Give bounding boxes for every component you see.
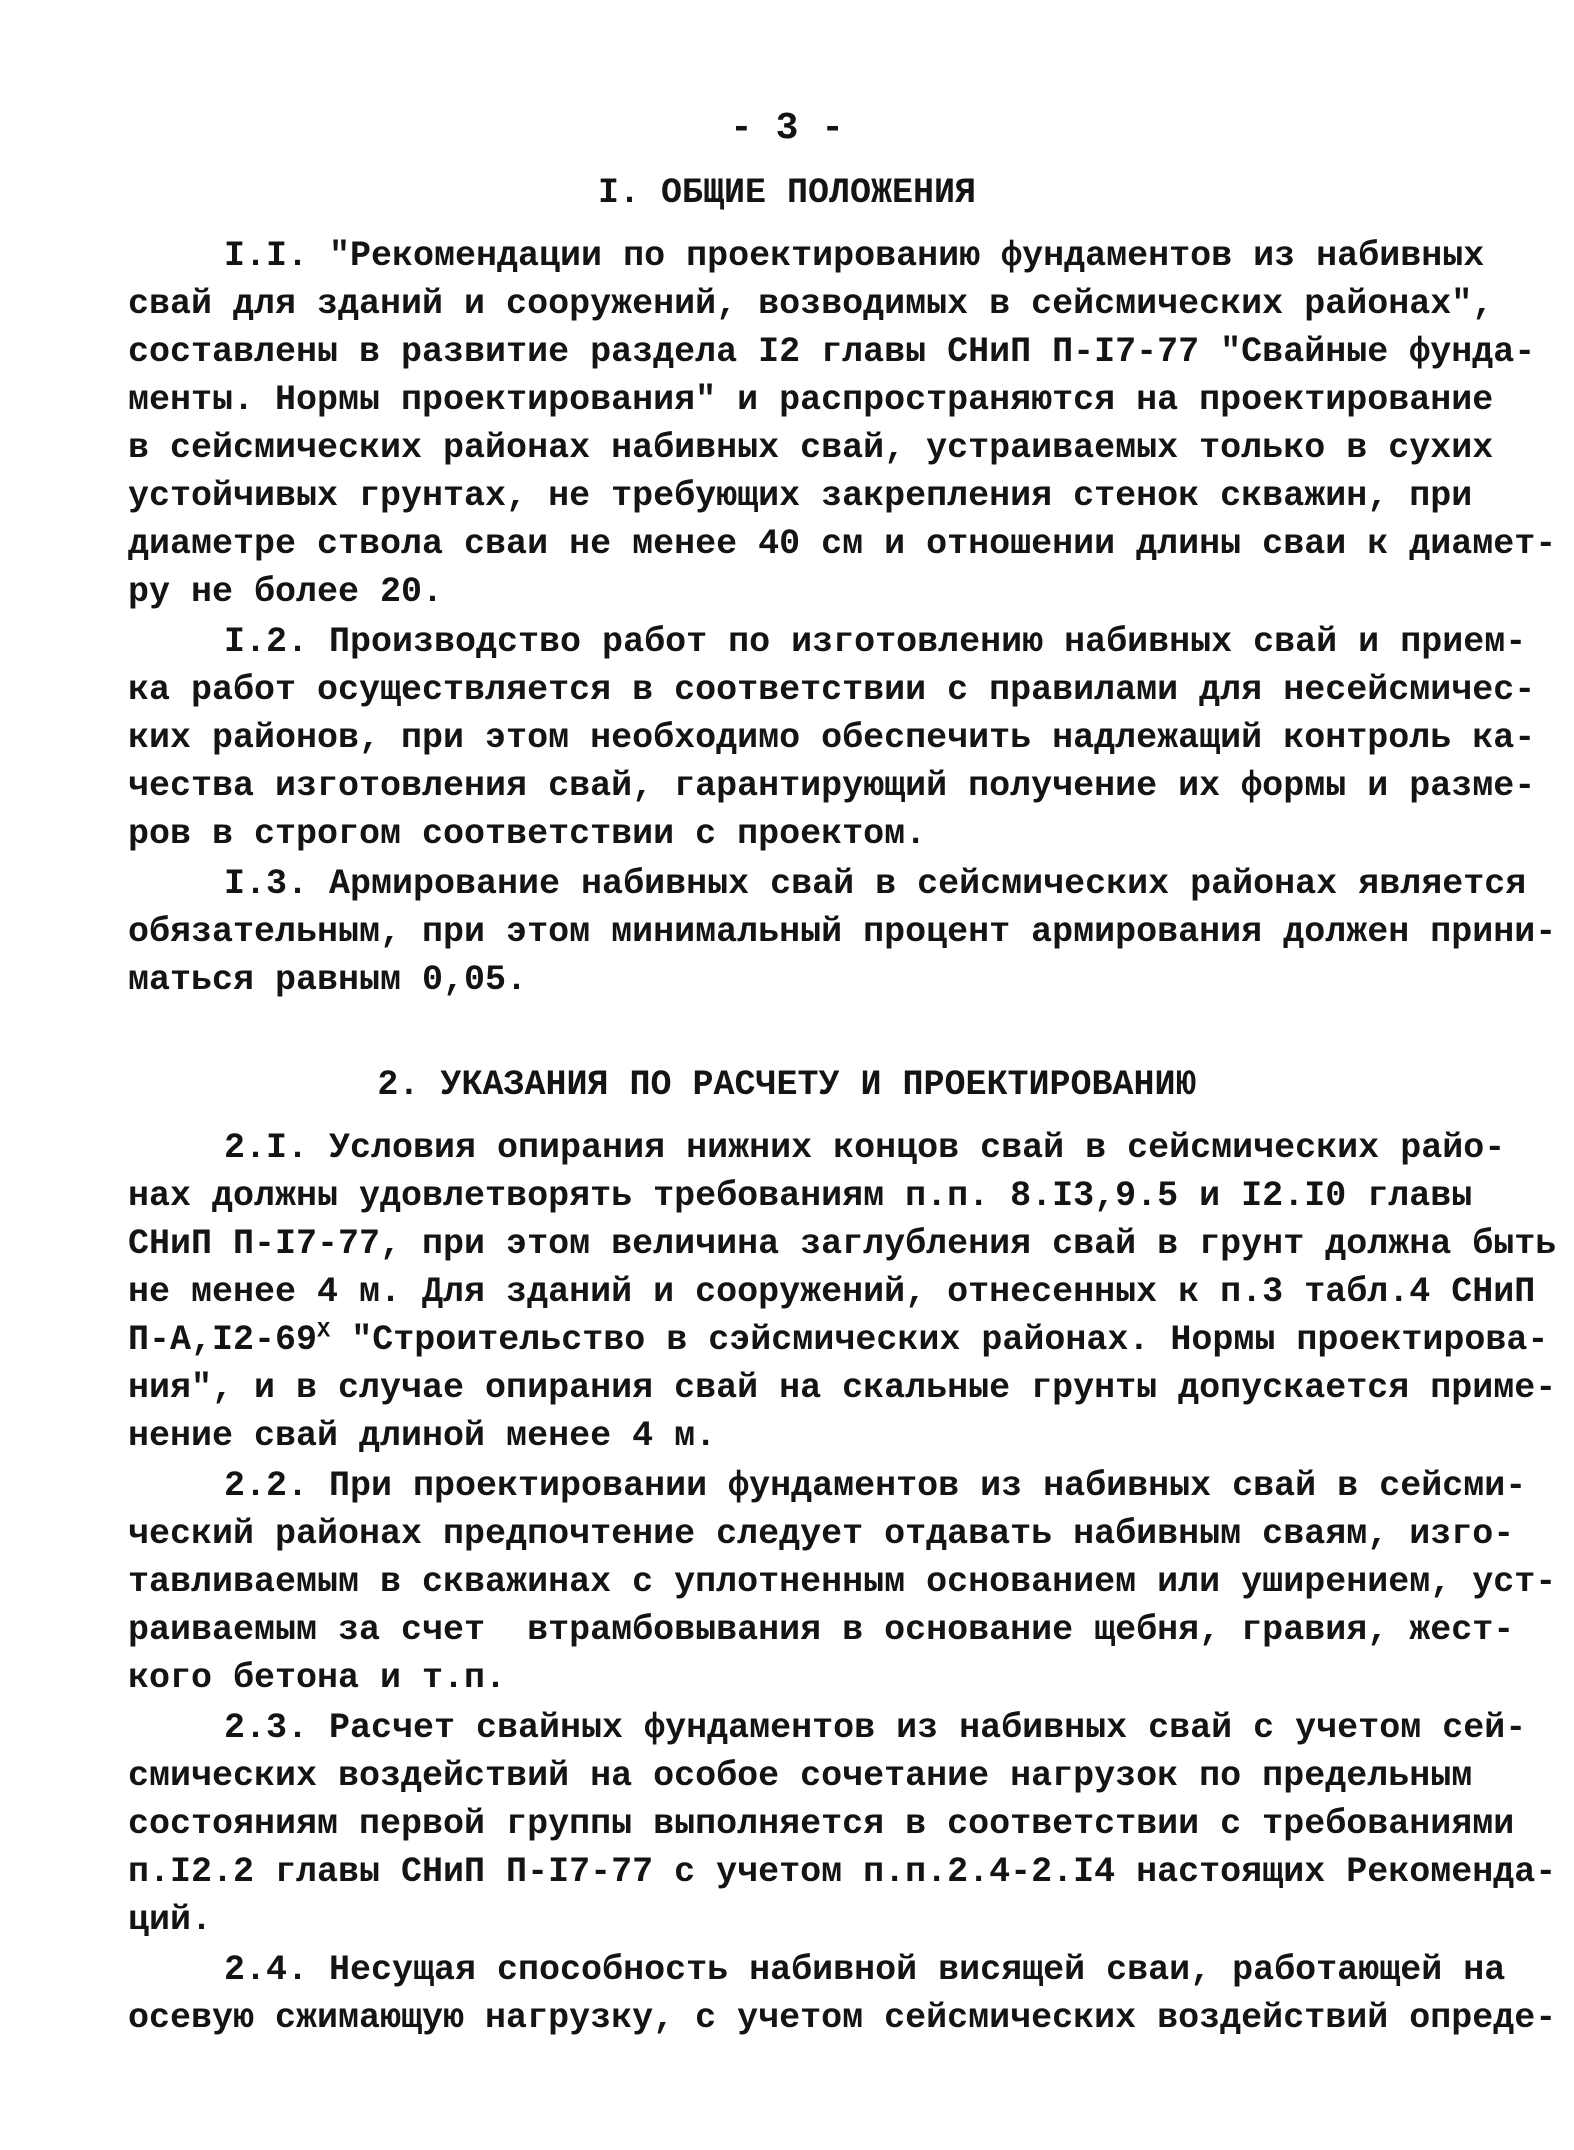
text-line: 2.2. При проектировании фундаментов из набивных свай в сейсми-	[224, 1466, 1527, 1506]
text-line: ния", и в случае опирания свай на скальные грунты допускается приме-	[128, 1368, 1557, 1408]
text-line: обязательным, при этом минимальный процент армирования должен прини-	[128, 912, 1557, 952]
text-line: ру не более 20.	[128, 572, 444, 612]
text-line: 2.I. Условия опирания нижних концов свай в сейсмических райо-	[224, 1128, 1506, 1168]
text-line: тавливаемым в скважинах с уплотненным основанием или уширением, уст-	[128, 1562, 1557, 1602]
text-line: составлены в развитие раздела I2 главы СНиП П-I7-77 "Свайные фунда-	[128, 332, 1536, 372]
section-2-heading: 2. УКАЗАНИЯ ПО РАСЧЕТУ И ПРОЕКТИРОВАНИЮ	[377, 1065, 1197, 1105]
paragraph-1-3	[128, 860, 1557, 1004]
text-line: менты. Нормы проектирования" и распространяются на проектирование	[128, 380, 1494, 420]
text-line: I.I. "Рекомендации по проектированию фундаментов из набивных	[224, 236, 1485, 276]
paragraph-2-1	[128, 1124, 1557, 1460]
text-line: чества изготовления свай, гарантирующий получение их формы и разме-	[128, 766, 1536, 806]
text-line: нение свай длиной менее 4 м.	[128, 1416, 717, 1456]
paragraph-2-2	[128, 1462, 1557, 1702]
text-line: п.I2.2 главы СНиП П-I7-77 с учетом п.п.2.4-2.I4 настоящих Рекоменда-	[128, 1852, 1557, 1892]
text-line: устойчивых грунтах, не требующих закрепления стенок скважин, при	[128, 476, 1473, 516]
text-line: ций.	[128, 1900, 213, 1940]
text-fragment: П-А,I2-69	[128, 1320, 318, 1360]
text-line: не менее 4 м. Для зданий и сооружений, отнесенных к п.3 табл.4 СНиП	[128, 1272, 1536, 1312]
text-line: СНиП П-I7-77, при этом величина заглубления свай в грунт должна быть	[128, 1224, 1557, 1264]
text-line: кого бетона и т.п.	[128, 1658, 507, 1698]
text-line: смических воздействий на особое сочетание нагрузок по предельным	[128, 1756, 1473, 1796]
text-line: свай для зданий и сооружений, возводимых в сейсмических районах",	[128, 284, 1494, 324]
text-fragment: "Строительство в сэйсмических районах. Нормы проектирова-	[330, 1320, 1549, 1360]
text-line: ров в строгом соответствии с проектом.	[128, 814, 927, 854]
paragraph-1-1	[128, 232, 1557, 616]
text-line: ких районов, при этом необходимо обеспечить надлежащий контроль ка-	[128, 718, 1536, 758]
text-line: в сейсмических районах набивных свай, устраиваемых только в сухих	[128, 428, 1494, 468]
text-line: 2.3. Расчет свайных фундаментов из набивных свай с учетом сей-	[224, 1708, 1527, 1748]
page-number: - 3 -	[729, 107, 845, 150]
text-line	[128, 1316, 1549, 1364]
section-1-heading: I. ОБЩИЕ ПОЛОЖЕНИЯ	[597, 173, 977, 213]
text-line: маться равным 0,05.	[128, 960, 528, 1000]
text-line: осевую сжимающую нагрузку, с учетом сейсмических воздействий опреде-	[128, 1998, 1557, 2038]
text-line: раиваемым за счет втрамбовывания в основание щебня, гравия, жест-	[128, 1610, 1515, 1650]
text-line: I.3. Армирование набивных свай в сейсмических районах является	[224, 864, 1527, 904]
paragraph-1-2	[128, 618, 1536, 858]
text-line: I.2. Производство работ по изготовлению набивных свай и прием-	[224, 622, 1527, 662]
superscript-mark: Х	[317, 1318, 331, 1344]
text-line: нах должны удовлетворять требованиям п.п. 8.I3,9.5 и I2.I0 главы	[128, 1176, 1473, 1216]
paragraph-2-4	[128, 1946, 1557, 2042]
paragraph-2-3	[128, 1704, 1557, 1944]
text-line: 2.4. Несущая способность набивной висящей сваи, работающей на	[224, 1950, 1506, 1990]
text-line: состояниям первой группы выполняется в соответствии с требованиями	[128, 1804, 1515, 1844]
text-line: диаметре ствола сваи не менее 40 см и отношении длины сваи к диамет-	[128, 524, 1557, 564]
text-line: ческий районах предпочтение следует отдавать набивным сваям, изго-	[128, 1514, 1515, 1554]
text-line: ка работ осуществляется в соответствии с правилами для несейсмичес-	[128, 670, 1536, 710]
